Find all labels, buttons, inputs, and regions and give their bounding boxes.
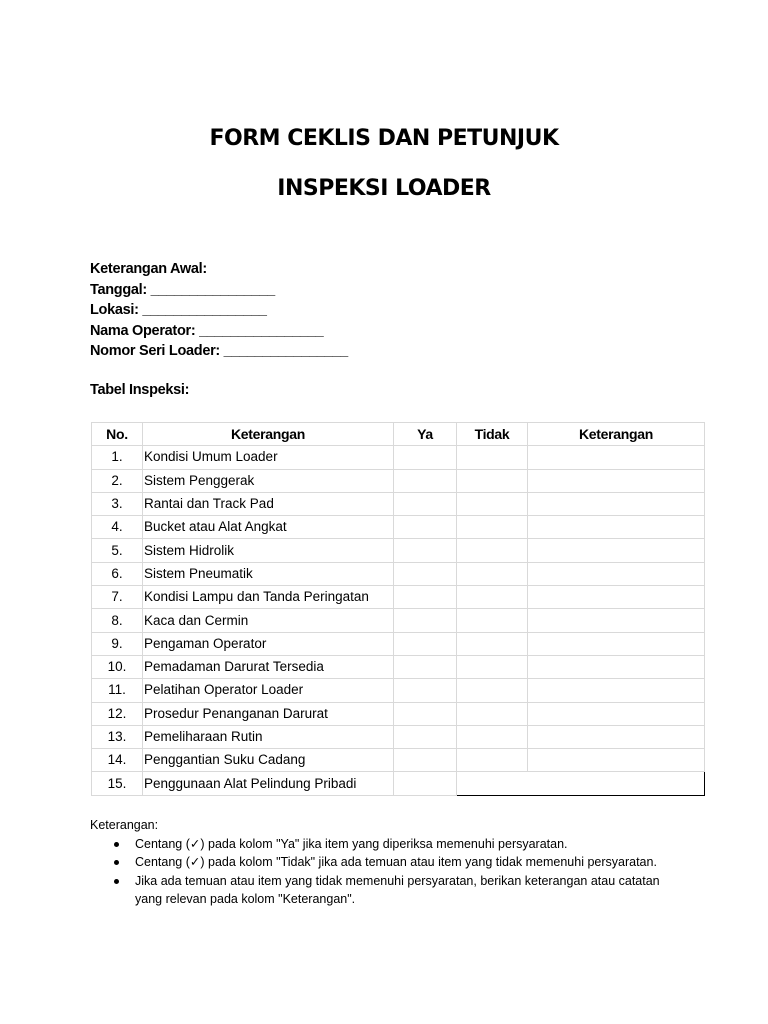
row-number: 7. (92, 586, 143, 609)
row-item-description: Kondisi Lampu dan Tanda Peringatan (143, 586, 394, 609)
checkbox-cell-tidak[interactable] (457, 516, 528, 539)
table-row (92, 586, 705, 609)
checkbox-cell-tidak[interactable] (457, 725, 528, 748)
table-row (92, 516, 705, 539)
checkbox-cell-tidak[interactable] (457, 749, 528, 772)
table-header-row (92, 423, 705, 446)
inspection-table (91, 422, 705, 796)
table-row (92, 539, 705, 562)
form-title-line-2: INSPEKSI LOADER (277, 176, 491, 201)
row-item-description: Kondisi Umum Loader (143, 446, 394, 469)
initial-info-heading: Keterangan Awal: (90, 261, 207, 277)
row-item-description: Rantai dan Track Pad (143, 492, 394, 515)
row-number: 14. (92, 749, 143, 772)
checkbox-cell-ya[interactable] (394, 772, 457, 795)
row-item-description: Sistem Hidrolik (143, 539, 394, 562)
note-item: Centang (✓) pada kolom "Ya" jika item yang diperiksa memenuhi persyaratan. (135, 835, 670, 854)
table-row (92, 772, 705, 795)
row-item-description: Pengaman Operator (143, 632, 394, 655)
row-number: 8. (92, 609, 143, 632)
table-row (92, 749, 705, 772)
table-row (92, 492, 705, 515)
checkbox-cell-ya[interactable] (394, 446, 457, 469)
checkbox-cell-tidak[interactable] (457, 632, 528, 655)
checkbox-cell-ya[interactable] (394, 702, 457, 725)
checkbox-cell-tidak[interactable] (457, 586, 528, 609)
row-number: 13. (92, 725, 143, 748)
remarks-cell[interactable] (528, 469, 705, 492)
remarks-cell[interactable] (528, 586, 705, 609)
table-row (92, 469, 705, 492)
header-no: No. (92, 423, 143, 446)
checkbox-cell-tidak[interactable] (457, 562, 528, 585)
row-item-description: Penggantian Suku Cadang (143, 749, 394, 772)
location-field-line: Lokasi: ________________ (90, 302, 267, 318)
checkbox-cell-tidak[interactable] (457, 539, 528, 562)
remarks-cell[interactable] (528, 632, 705, 655)
row-item-description: Kaca dan Cermin (143, 609, 394, 632)
checkbox-cell-tidak[interactable] (457, 469, 528, 492)
checkbox-cell-tidak[interactable] (457, 679, 528, 702)
header-ya: Ya (394, 423, 457, 446)
checkbox-cell-tidak[interactable] (457, 446, 528, 469)
remarks-cell[interactable] (528, 725, 705, 748)
notes-list (90, 835, 670, 909)
checkbox-cell-tidak[interactable] (457, 702, 528, 725)
row-item-description: Pemadaman Darurat Tersedia (143, 655, 394, 678)
table-row (92, 632, 705, 655)
checkbox-cell-ya[interactable] (394, 609, 457, 632)
form-title-line-1: FORM CEKLIS DAN PETUNJUK (209, 126, 559, 151)
table-row (92, 702, 705, 725)
checkbox-cell-ya[interactable] (394, 586, 457, 609)
remarks-cell[interactable] (528, 702, 705, 725)
checkbox-cell-ya[interactable] (394, 632, 457, 655)
note-item: Centang (✓) pada kolom "Tidak" jika ada temuan atau item yang tidak memenuhi persyaratan. (135, 853, 670, 872)
header-tidak: Tidak (457, 423, 528, 446)
date-field-line: Tanggal: ________________ (90, 281, 275, 298)
row-number: 9. (92, 632, 143, 655)
checkbox-cell-tidak[interactable] (457, 492, 528, 515)
row-item-description: Pelatihan Operator Loader (143, 679, 394, 702)
checkbox-cell-ya[interactable] (394, 749, 457, 772)
row-item-description: Penggunaan Alat Pelindung Pribadi (143, 772, 394, 795)
remarks-cell[interactable] (528, 655, 705, 678)
checkbox-cell-ya[interactable] (394, 679, 457, 702)
checkbox-cell-ya[interactable] (394, 516, 457, 539)
checkbox-cell-tidak[interactable] (457, 655, 528, 678)
checkbox-cell-ya[interactable] (394, 725, 457, 748)
checkbox-cell-ya[interactable] (394, 655, 457, 678)
remarks-cell[interactable] (528, 492, 705, 515)
table-row (92, 446, 705, 469)
row-item-description: Sistem Pneumatik (143, 562, 394, 585)
row-number: 6. (92, 562, 143, 585)
row-number: 4. (92, 516, 143, 539)
checkbox-cell-tidak[interactable] (457, 609, 528, 632)
table-row (92, 562, 705, 585)
row-number: 1. (92, 446, 143, 469)
row-item-description: Bucket atau Alat Angkat (143, 516, 394, 539)
note-item: Jika ada temuan atau item yang tidak memenuhi persyaratan, berikan keterangan atau catatan yang relevan pada kolom "Keterangan". (135, 872, 670, 909)
row-number: 10. (92, 655, 143, 678)
remarks-cell[interactable] (528, 609, 705, 632)
table-row (92, 609, 705, 632)
row-item-description: Sistem Penggerak (143, 469, 394, 492)
row-number: 12. (92, 702, 143, 725)
remarks-cell[interactable] (528, 749, 705, 772)
row-number: 5. (92, 539, 143, 562)
serial-number-field-line: Nomor Seri Loader: ________________ (90, 343, 348, 359)
table-row (92, 679, 705, 702)
header-item: Keterangan (143, 423, 394, 446)
notes-section (90, 816, 670, 909)
inspection-table-heading: Tabel Inspeksi: (90, 382, 190, 398)
remarks-cell[interactable] (528, 562, 705, 585)
checkbox-cell-ya[interactable] (394, 539, 457, 562)
notes-heading: Keterangan: (90, 818, 159, 832)
table-row (92, 725, 705, 748)
remarks-cell[interactable] (528, 679, 705, 702)
remarks-cell[interactable] (528, 446, 705, 469)
header-remarks: Keterangan (528, 423, 705, 446)
row-number: 15. (92, 772, 143, 795)
remarks-cell[interactable] (528, 516, 705, 539)
merged-blank-cell[interactable] (457, 772, 705, 795)
row-item-description: Prosedur Penanganan Darurat (143, 702, 394, 725)
checkbox-cell-ya[interactable] (394, 562, 457, 585)
operator-name-field-line: Nama Operator: ________________ (90, 322, 324, 339)
row-number: 2. (92, 469, 143, 492)
table-row (92, 655, 705, 678)
checkbox-cell-ya[interactable] (394, 469, 457, 492)
row-number: 11. (92, 679, 143, 702)
row-item-description: Pemeliharaan Rutin (143, 725, 394, 748)
row-number: 3. (92, 492, 143, 515)
initial-info-section (90, 259, 348, 362)
remarks-cell[interactable] (528, 539, 705, 562)
checkbox-cell-ya[interactable] (394, 492, 457, 515)
